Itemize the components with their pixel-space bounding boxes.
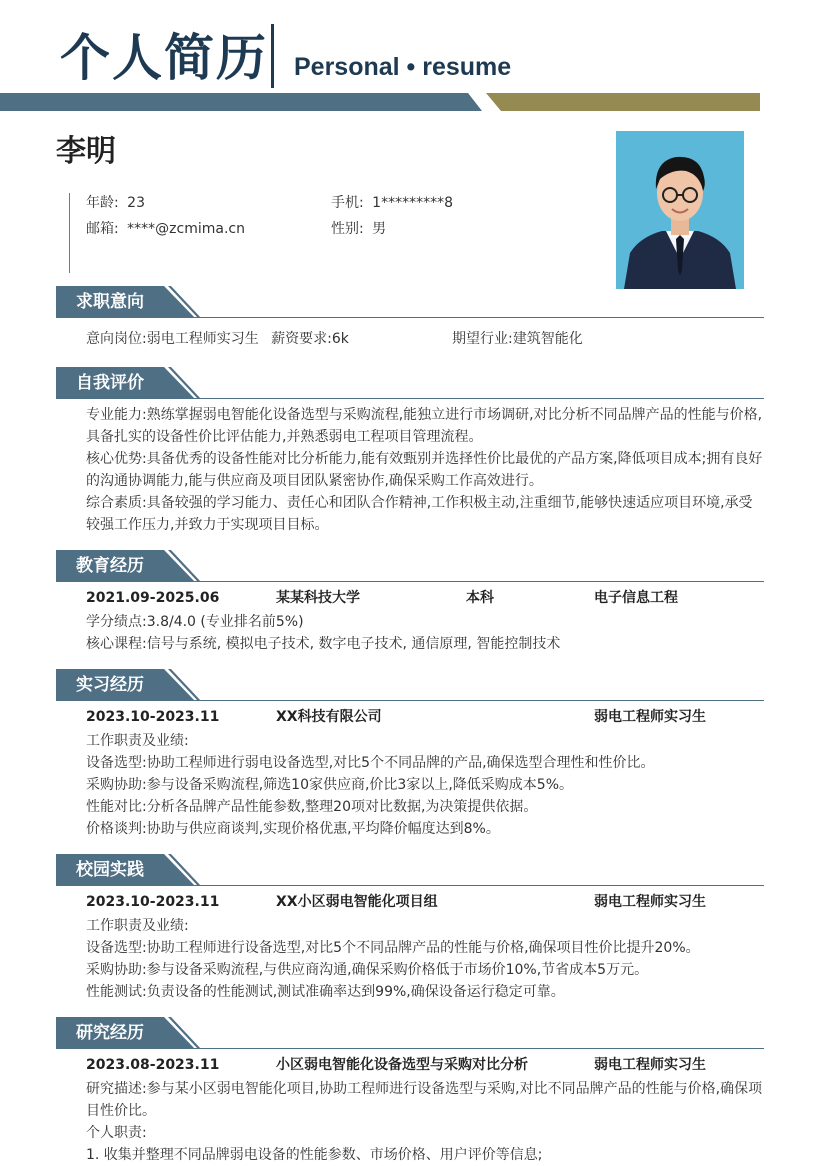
age-value: 23 — [127, 195, 145, 211]
header-band-gold — [486, 93, 760, 111]
research-description: 研究描述:参与某小区弱电智能化项目,协助工程师进行设备选型与采购,对比不同品牌产品的性能与价格,确保项目性价比。 — [86, 1081, 763, 1119]
internship-item-selection: 设备选型:协助工程师进行弱电设备选型,对比5个不同品牌的产品,确保选型合理性和性价比。 — [86, 755, 655, 771]
resume-title: 个人简历 — [60, 29, 268, 87]
stripe-decoration-icon — [156, 550, 201, 582]
internship-date: 2023.10-2023.11 — [86, 709, 220, 725]
phone-label: 手机: — [331, 195, 364, 211]
internship-row — [86, 706, 764, 728]
header-band-blue — [0, 93, 482, 111]
profile-photo — [616, 131, 744, 289]
education-degree: 本科 — [466, 590, 494, 606]
email-value: ****@zcmima.cn — [127, 221, 245, 237]
section-rule — [56, 581, 764, 582]
phone-value: 1*********8 — [372, 195, 453, 211]
internship-item-comparison: 性能对比:分析各品牌产品性能参数,整理20项对比数据,为决策提供依据。 — [86, 799, 538, 815]
stripe-decoration-icon — [156, 669, 201, 701]
section-title-internship: 实习经历 — [56, 669, 156, 701]
education-date: 2021.09-2025.06 — [86, 590, 220, 606]
section-header-campus — [56, 854, 764, 887]
education-row — [86, 587, 764, 609]
section-header-intent — [56, 286, 764, 319]
campus-item-testing: 性能测试:负责设备的性能测试,测试准确率达到99%,确保设备运行稳定可靠。 — [86, 984, 565, 1000]
education-courses: 核心课程:信号与系统, 模拟电子技术, 数字电子技术, 通信原理, 智能控制技术 — [86, 636, 561, 652]
resume-subtitle: Personal • resume — [294, 53, 512, 81]
stripe-decoration-icon — [156, 367, 201, 399]
self-eval-quality: 综合素质:具备较强的学习能力、责任心和团队合作精神,工作积极主动,注重细节,能够快速适应项目环境,承受较强工作压力,并致力于实现项目目标。 — [86, 495, 753, 533]
research-date: 2023.08-2023.11 — [86, 1057, 220, 1073]
education-gpa: 学分绩点:3.8/4.0 (专业排名前5%) — [86, 614, 304, 630]
section-title-intent: 求职意向 — [56, 286, 156, 318]
section-rule — [56, 1048, 764, 1049]
age-label: 年龄: — [86, 195, 119, 211]
research-project: 小区弱电智能化设备选型与采购对比分析 — [276, 1057, 528, 1073]
portrait-illustration — [616, 131, 744, 289]
self-eval-professional: 专业能力:熟练掌握弱电智能化设备选型与采购流程,能独立进行市场调研,对比分析不同品牌产品的性能与价格,具备扎实的设备性价比评估能力,并熟悉弱电工程项目管理流程。 — [86, 407, 763, 445]
internship-role: 弱电工程师实习生 — [594, 709, 706, 725]
gender-field — [331, 219, 386, 239]
section-header-internship — [56, 669, 764, 702]
campus-item-selection: 设备选型:协助工程师进行设备选型,对比5个不同品牌产品的性能与价格,确保项目性价比提升20%。 — [86, 940, 700, 956]
education-major: 电子信息工程 — [594, 590, 678, 606]
research-role: 弱电工程师实习生 — [594, 1057, 706, 1073]
candidate-name: 李明 — [56, 134, 116, 169]
age-field — [86, 193, 145, 213]
campus-date: 2023.10-2023.11 — [86, 894, 220, 910]
research-duties-label: 个人职责: — [86, 1125, 147, 1141]
internship-company: XX科技有限公司 — [276, 709, 382, 725]
campus-row — [86, 891, 764, 913]
campus-role: 弱电工程师实习生 — [594, 894, 706, 910]
email-label: 邮箱: — [86, 221, 119, 237]
section-title-self: 自我评价 — [56, 367, 156, 399]
section-title-education: 教育经历 — [56, 550, 156, 582]
internship-duties-label: 工作职责及业绩: — [86, 733, 189, 749]
intent-industry: 期望行业:建筑智能化 — [452, 331, 583, 347]
section-header-self — [56, 367, 764, 400]
research-duty-item: 1. 收集并整理不同品牌弱电设备的性能参数、市场价格、用户评价等信息; — [86, 1147, 543, 1163]
section-rule — [56, 885, 764, 886]
self-eval-strengths: 核心优势:具备优秀的设备性能对比分析能力,能有效甄别并选择性价比最优的产品方案,降低项目成本;拥有良好的沟通协调能力,能与供应商及项目团队紧密协作,确保采购工作高效进行。 — [86, 451, 763, 489]
section-rule — [56, 317, 764, 318]
stripe-decoration-icon — [156, 854, 201, 886]
header-divider — [271, 24, 274, 88]
education-school: 某某科技大学 — [276, 590, 360, 606]
info-divider — [69, 193, 70, 273]
gender-label: 性别: — [331, 221, 364, 237]
phone-field — [331, 193, 453, 213]
intent-salary: 薪资要求:6k — [271, 331, 349, 347]
campus-duties-label: 工作职责及业绩: — [86, 918, 189, 934]
campus-item-procurement: 采购协助:参与设备采购流程,与供应商沟通,确保采购价格低于市场价10%,节省成本5万元。 — [86, 962, 649, 978]
gender-value: 男 — [372, 221, 387, 237]
internship-item-negotiation: 价格谈判:协助与供应商谈判,实现价格优惠,平均降价幅度达到8%。 — [86, 821, 500, 837]
section-rule — [56, 398, 764, 399]
internship-item-procurement: 采购协助:参与设备采购流程,筛选10家供应商,价比3家以上,降低采购成本5%。 — [86, 777, 573, 793]
section-title-campus: 校园实践 — [56, 854, 156, 886]
section-title-research: 研究经历 — [56, 1017, 156, 1049]
section-rule — [56, 700, 764, 701]
section-header-education — [56, 550, 764, 583]
stripe-decoration-icon — [156, 286, 201, 318]
intent-position: 意向岗位:弱电工程师实习生 — [86, 331, 259, 347]
stripe-decoration-icon — [156, 1017, 201, 1049]
campus-org: XX小区弱电智能化项目组 — [276, 894, 438, 910]
research-row — [86, 1054, 764, 1076]
email-field — [86, 219, 245, 239]
intent-row — [86, 328, 764, 350]
section-header-research — [56, 1017, 764, 1050]
